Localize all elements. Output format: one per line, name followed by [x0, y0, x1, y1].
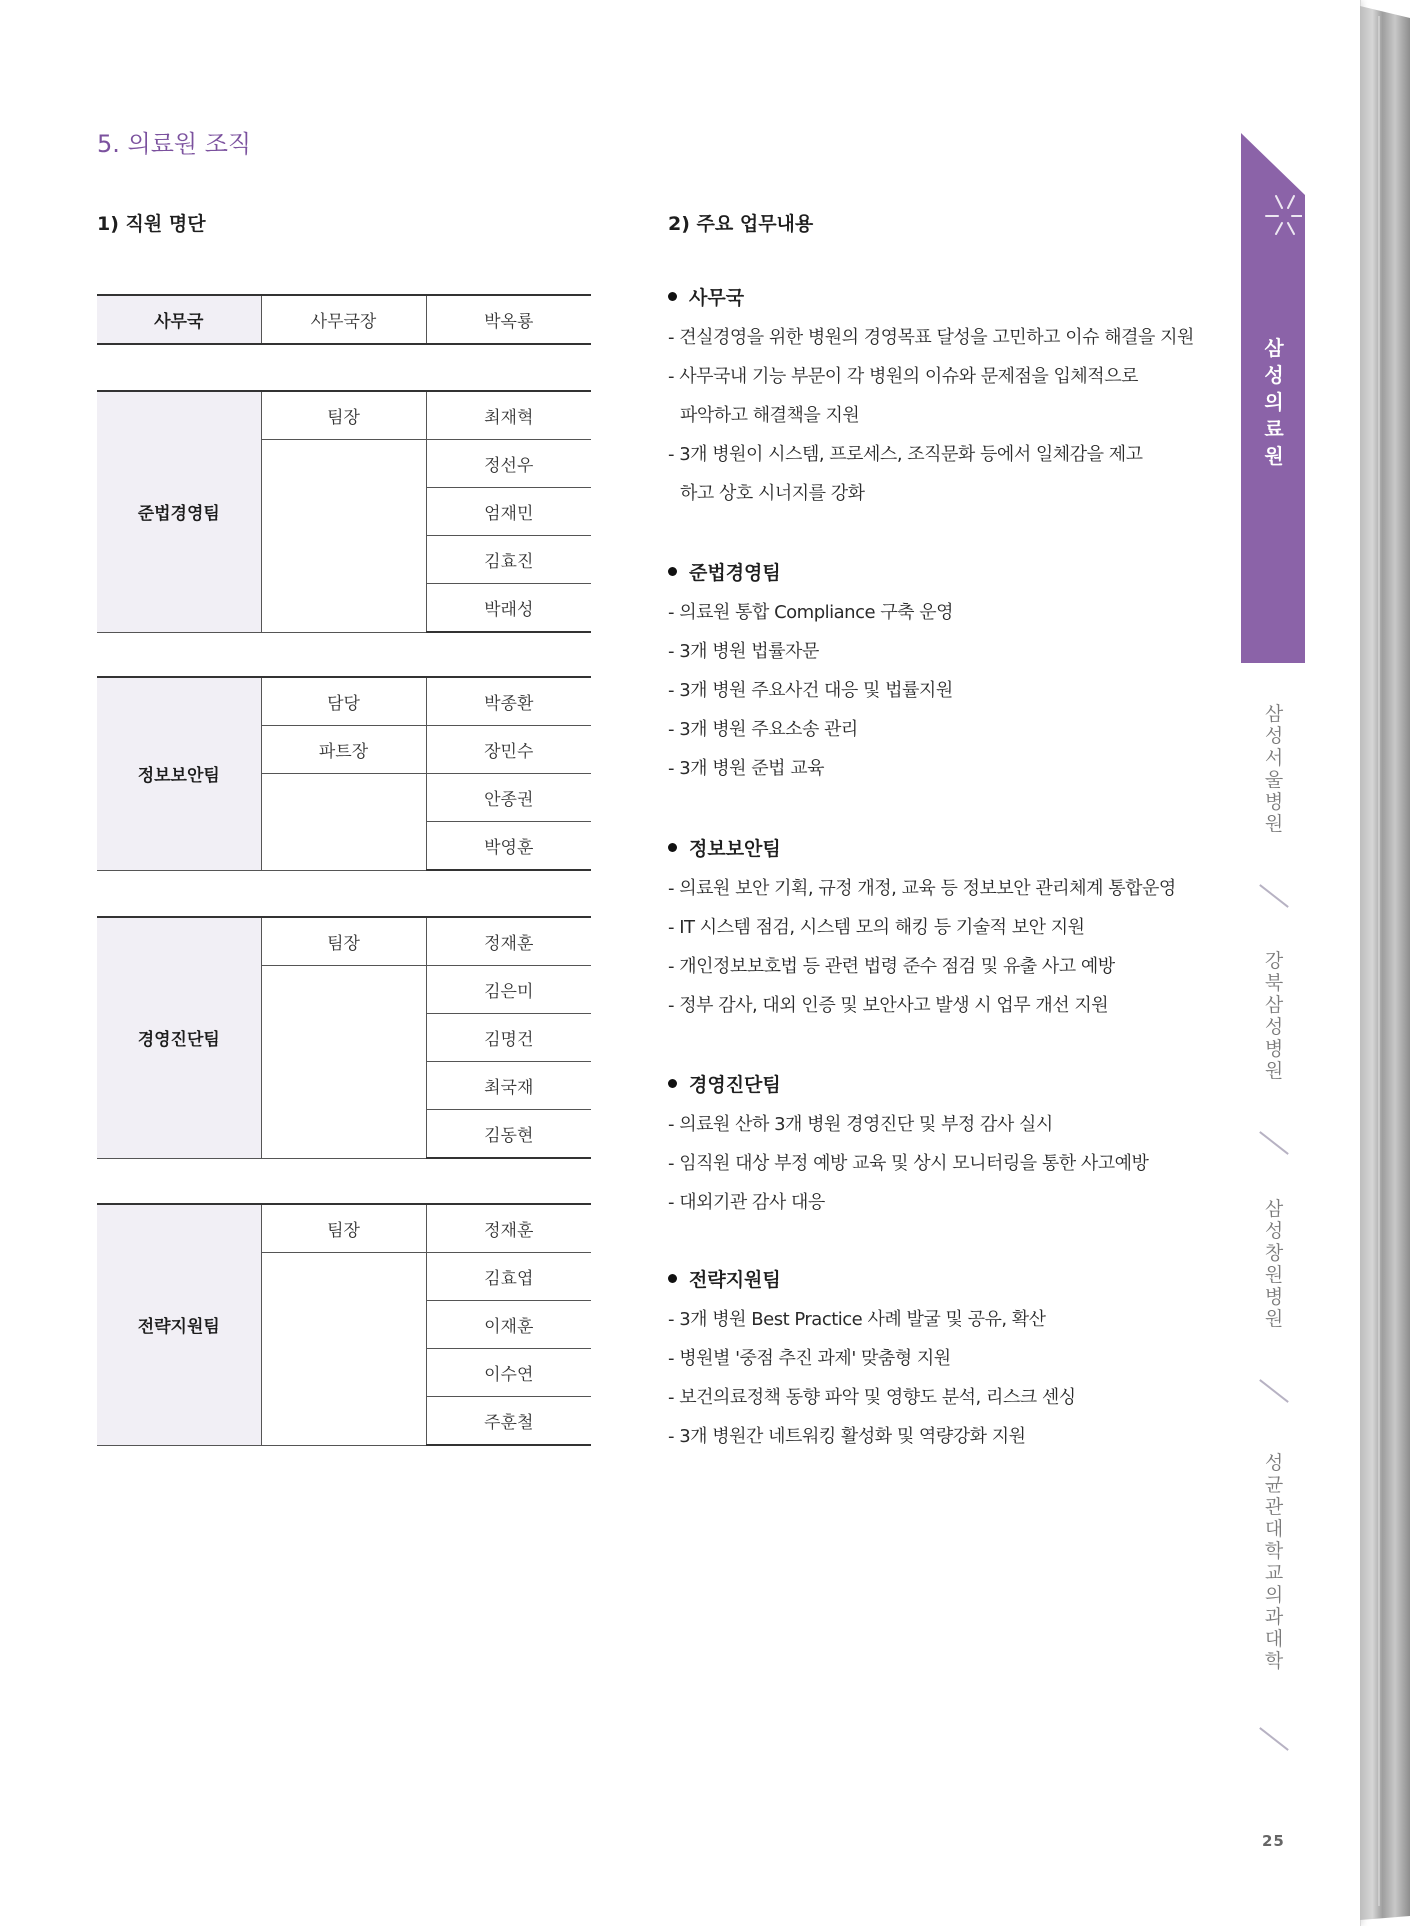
bullet-icon — [668, 567, 677, 576]
role-cell: 담당 — [261, 677, 426, 726]
team-name-cell: 전략지원팀 — [97, 1204, 261, 1445]
duty-team-heading — [668, 553, 1188, 593]
staff-name-cell: 박옥룡 — [426, 295, 591, 344]
team-name-cell: 사무국 — [97, 295, 261, 344]
duties-title: 2) 주요 업무내용 — [668, 213, 814, 235]
duty-block — [668, 1260, 1188, 1456]
duty-item: - 사무국내 기능 부문이 각 병원의 이슈와 문제점을 입체적으로 — [668, 366, 1138, 387]
bullet-icon — [668, 1274, 677, 1283]
duty-item: - 3개 병원 Best Practice 사례 발굴 및 공유, 확산 — [668, 1309, 1046, 1330]
table-row — [97, 1204, 591, 1253]
staff-name-cell: 김명건 — [426, 1014, 591, 1062]
role-cell — [261, 966, 426, 1159]
divider-slash — [1259, 884, 1289, 908]
side-nav-item-kangbuk[interactable]: 강북삼성병원 — [1264, 950, 1284, 1082]
duty-item: - 개인정보보호법 등 관련 법령 준수 점검 및 유출 사고 예방 — [668, 956, 1115, 977]
book-edge — [1360, 6, 1410, 1920]
staff-name-cell: 정선우 — [426, 440, 591, 488]
table-row — [97, 917, 591, 966]
staff-name-cell: 엄재민 — [426, 488, 591, 536]
duty-item: - IT 시스템 점검, 시스템 모의 해킹 등 기술적 보안 지원 — [668, 917, 1085, 938]
role-cell — [261, 1253, 426, 1446]
duty-team-heading — [668, 829, 1188, 869]
staff-name-cell: 이재훈 — [426, 1301, 591, 1349]
duty-block — [668, 829, 1188, 1025]
divider-slash — [1259, 1131, 1289, 1155]
duty-team-name: 경영진단팀 — [689, 1074, 781, 1096]
duty-item-continuation: 파악하고 해결책을 지원 — [680, 405, 860, 426]
duty-block — [668, 278, 1194, 513]
page-number: 25 — [1262, 1832, 1285, 1850]
role-cell: 파트장 — [261, 726, 426, 774]
bullet-icon — [668, 843, 677, 852]
duty-item: - 정부 감사, 대외 인증 및 보안사고 발생 시 업무 개선 지원 — [668, 995, 1109, 1016]
staff-name-cell: 주훈철 — [426, 1397, 591, 1446]
staff-table — [97, 676, 591, 871]
divider-slash — [1259, 1727, 1289, 1751]
team-name-cell: 준법경영팀 — [97, 391, 261, 632]
duty-item: - 3개 병원 주요사건 대응 및 법률지원 — [668, 680, 953, 701]
duty-block — [668, 553, 1188, 788]
duty-item-continuation: 하고 상호 시너지를 강화 — [680, 483, 865, 504]
staff-name-cell: 김효진 — [426, 536, 591, 584]
duty-item: - 견실경영을 위한 병원의 경영목표 달성을 고민하고 이슈 해결을 지원 — [668, 327, 1194, 348]
duty-team-heading — [668, 1065, 1188, 1105]
duty-team-name: 준법경영팀 — [689, 562, 781, 584]
duty-item: - 보건의료정책 동향 파악 및 영향도 분석, 리스크 센싱 — [668, 1387, 1076, 1408]
staff-name-cell: 최국재 — [426, 1062, 591, 1110]
staff-table — [97, 1203, 591, 1446]
staff-table — [97, 916, 591, 1159]
duty-item: - 3개 병원 주요소송 관리 — [668, 719, 858, 740]
duty-team-name: 정보보안팀 — [689, 838, 781, 860]
role-cell — [261, 440, 426, 633]
role-cell — [261, 774, 426, 871]
table-row — [97, 391, 591, 440]
staff-table — [97, 390, 591, 633]
role-cell: 사무국장 — [261, 295, 426, 344]
duty-item: - 대외기관 감사 대응 — [668, 1192, 825, 1213]
divider-slash — [1259, 1379, 1289, 1403]
side-nav-item-skku-medicine[interactable]: 성균관대학교 의과대학 — [1264, 1452, 1284, 1672]
table-row — [97, 677, 591, 726]
staff-name-cell: 김효엽 — [426, 1253, 591, 1301]
staff-name-cell: 박래성 — [426, 584, 591, 633]
side-nav-item-changwon[interactable]: 삼성창원병원 — [1264, 1198, 1284, 1330]
staff-name-cell: 정재훈 — [426, 1204, 591, 1253]
bullet-icon — [668, 1079, 677, 1088]
duty-item: - 의료원 보안 기획, 규정 개정, 교육 등 정보보안 관리체계 통합운영 — [668, 878, 1176, 899]
team-name-cell: 정보보안팀 — [97, 677, 261, 870]
duty-block — [668, 1065, 1188, 1222]
staff-list-title: 1) 직원 명단 — [97, 213, 206, 235]
duty-item: - 3개 병원이 시스템, 프로세스, 조직문화 등에서 일체감을 제고 — [668, 444, 1143, 465]
side-nav-active-label[interactable]: 삼성의료원 — [1264, 336, 1284, 468]
side-nav-item-seoul[interactable]: 삼성서울병원 — [1264, 703, 1284, 835]
staff-name-cell: 최재혁 — [426, 391, 591, 440]
duty-item: - 의료원 산하 3개 병원 경영진단 및 부정 감사 실시 — [668, 1114, 1053, 1135]
section-title: 5. 의료원 조직 — [97, 130, 252, 158]
table-row — [97, 295, 591, 344]
staff-name-cell: 장민수 — [426, 726, 591, 774]
duty-team-name: 사무국 — [689, 287, 745, 309]
bullet-icon — [668, 292, 677, 301]
duty-item: - 의료원 통합 Compliance 구축 운영 — [668, 602, 954, 623]
duty-team-heading — [668, 278, 1188, 318]
role-cell: 팀장 — [261, 391, 426, 440]
team-name-cell: 경영진단팀 — [97, 917, 261, 1158]
staff-name-cell: 김동현 — [426, 1110, 591, 1159]
staff-name-cell: 김은미 — [426, 966, 591, 1014]
duty-item: - 병원별 '중점 추진 과제' 맞춤형 지원 — [668, 1348, 951, 1369]
sparkle-icon — [1262, 190, 1302, 240]
duty-item: - 3개 병원 법률자문 — [668, 641, 819, 662]
staff-name-cell: 이수연 — [426, 1349, 591, 1397]
staff-table — [97, 294, 591, 345]
staff-name-cell: 안종권 — [426, 774, 591, 822]
duty-team-heading — [668, 1260, 1188, 1300]
staff-name-cell: 정재훈 — [426, 917, 591, 966]
staff-name-cell: 박영훈 — [426, 822, 591, 871]
duty-item: - 3개 병원간 네트워킹 활성화 및 역량강화 지원 — [668, 1426, 1026, 1447]
staff-name-cell: 박종환 — [426, 677, 591, 726]
duty-team-name: 전략지원팀 — [689, 1269, 781, 1291]
role-cell: 팀장 — [261, 917, 426, 966]
role-cell: 팀장 — [261, 1204, 426, 1253]
duty-item: - 임직원 대상 부정 예방 교육 및 상시 모니터링을 통한 사고예방 — [668, 1153, 1149, 1174]
duty-item: - 3개 병원 준법 교육 — [668, 758, 825, 779]
